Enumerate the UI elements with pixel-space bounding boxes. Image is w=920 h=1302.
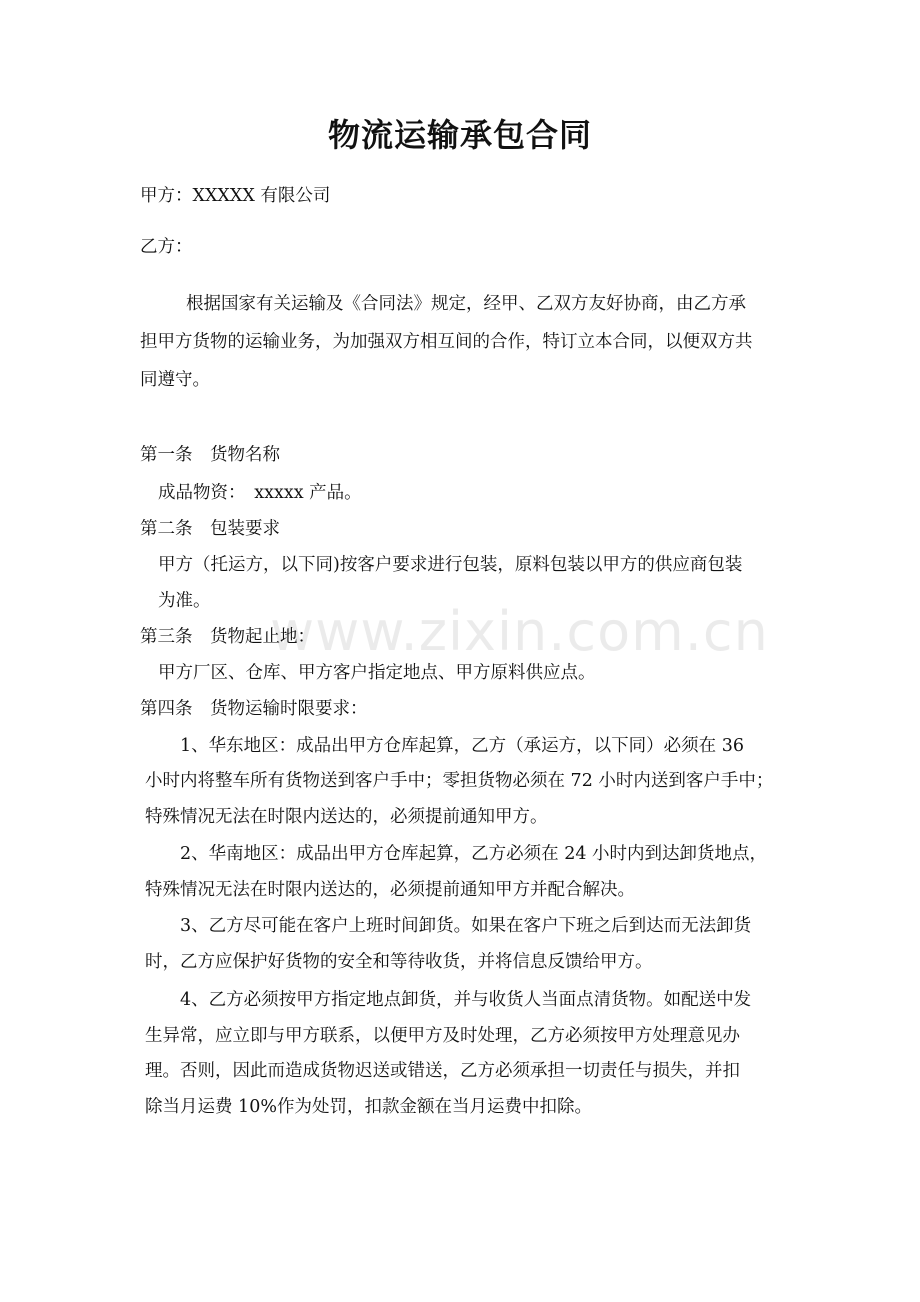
article-3-line: 甲方厂区、仓库、甲方客户指定地点、甲方原料供应点。 [158,663,596,683]
document-title: 物流运输承包合同 [327,116,592,154]
article-4-item-line: 4、乙方必须按甲方指定地点卸货，并与收货人当面点清货物。如配送中发 [180,990,752,1010]
article-4-item-line: 3、乙方尽可能在客户上班时间卸货。如果在客户下班之后到达而无法卸货 [180,916,752,936]
party-b-line: 乙方： [140,237,193,257]
intro-line: 根据国家有关运输及《合同法》规定，经甲、乙双方友好协商，由乙方承 [186,294,746,314]
article-2-line: 为准。 [158,591,211,611]
article-4-item-line: 除当月运费 10%作为处罚，扣款金额在当月运费中扣除。 [145,1097,592,1117]
article-4-item-line: 生异常，应立即与甲方联系，以便甲方及时处理，乙方必须按甲方处理意见办 [145,1026,740,1046]
article-3-heading: 第三条 货物起止地： [140,627,315,647]
watermark: www.zixin.com.cn [270,600,769,663]
article-2-heading: 第二条 包装要求 [140,519,280,539]
party-a-line: 甲方：XXXXX 有限公司 [140,186,331,206]
intro-line: 同遵守。 [140,370,210,390]
article-4-item-line: 2、华南地区：成品出甲方仓库起算，乙方必须在 24 小时内到达卸货地点， [180,844,768,864]
article-4-item-line: 特殊情况无法在时限内送达的，必须提前通知甲方。 [145,807,548,827]
article-2-line: 甲方（托运方，以下同)按客户要求进行包装，原料包装以甲方的供应商包装 [158,555,743,575]
article-4-heading: 第四条 货物运输时限要求： [140,699,368,719]
article-4-item-line: 小时内将整车所有货物送到客户手中；零担货物必须在 72 小时内送到客户手中； [145,771,774,791]
article-1-heading: 第一条 货物名称 [140,445,280,465]
article-4-item-line: 1、华东地区：成品出甲方仓库起算，乙方（承运方，以下同）必须在 36 [180,736,744,756]
intro-line: 担甲方货物的运输业务，为加强双方相互间的合作，特订立本合同，以便双方共 [140,332,753,352]
article-4-item-line: 时，乙方应保护好货物的安全和等待收货，并将信息反馈给甲方。 [145,952,653,972]
article-4-item-line: 特殊情况无法在时限内送达的，必须提前通知甲方并配合解决。 [145,880,635,900]
article-4-item-line: 理。否则，因此而造成货物迟送或错送，乙方必须承担一切责任与损失，并扣 [145,1061,740,1081]
article-1-line: 成品物资： xxxxx 产品。 [158,483,362,503]
